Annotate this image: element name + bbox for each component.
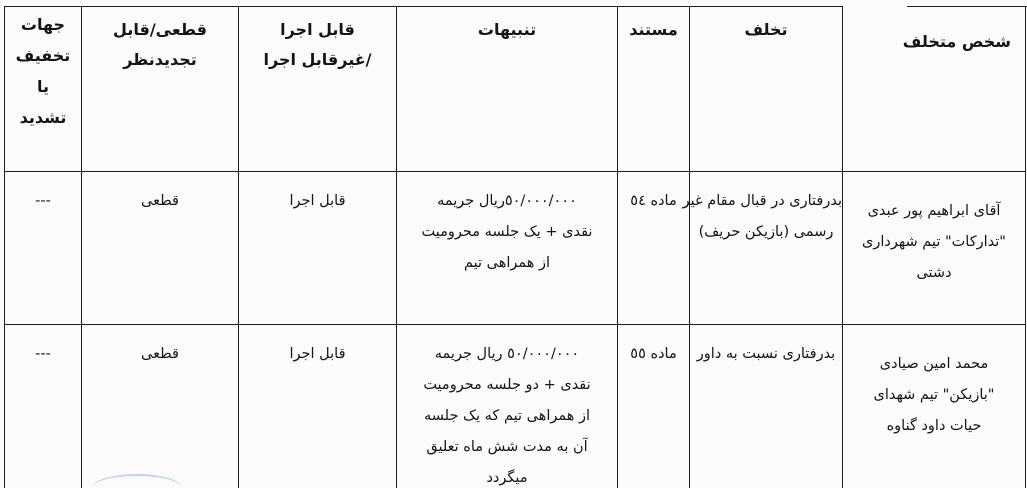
cell-person: محمد امین صیادی "بازیکن" تیم شهدای حیات داود گناوه: [843, 324, 1026, 488]
cell-basis: ماده ٥٤: [618, 171, 690, 324]
table-row: [5, 324, 1026, 488]
cell-person: آقای ابراهیم پور عبدی "تدارکات" تیم شهرداری دشتی: [843, 171, 1026, 324]
cell-finality: قطعی: [82, 171, 239, 324]
header-mitigation: جهات تخفیف یا تشدید: [5, 7, 82, 172]
header-person: شخص متخلف: [843, 7, 1026, 172]
header-enforceability: قابل اجرا /غیرقابل اجرا: [239, 7, 397, 172]
cell-basis: ماده ٥٥: [618, 324, 690, 488]
header-punishments: تنبیهات: [397, 7, 618, 172]
cell-enforceability: قابل اجرا: [239, 324, 397, 488]
cell-violation: بدرفتاری در قبال مقام غیر رسمی (بازیکن حریف): [690, 171, 843, 324]
cell-violation: بدرفتاری نسبت به داور: [690, 324, 843, 488]
table-row: [5, 171, 1026, 324]
header-basis: مستند: [618, 7, 690, 172]
header-finality: قطعی/قابل تجدیدنظر: [82, 7, 239, 172]
cell-punishments: ٥٠/٠٠٠/٠٠٠ ریال جریمه نقدی + دو جلسه محرومیت از همراهی تیم که یک جلسه آن به مدت شش ماه تعلیق میگردد: [397, 324, 618, 488]
cell-mitigation: ---: [5, 324, 82, 488]
verdict-table: [4, 6, 1026, 488]
cell-enforceability: قابل اجرا: [239, 171, 397, 324]
cell-mitigation: ---: [5, 171, 82, 324]
header-violation: تخلف: [690, 7, 843, 172]
cell-punishments: ٥٠/٠٠٠/٠٠٠ریال جریمه نقدی + یک جلسه محرومیت از همراهی تیم: [397, 171, 618, 324]
cell-finality: قطعی: [82, 324, 239, 488]
header-row: [5, 7, 1026, 172]
